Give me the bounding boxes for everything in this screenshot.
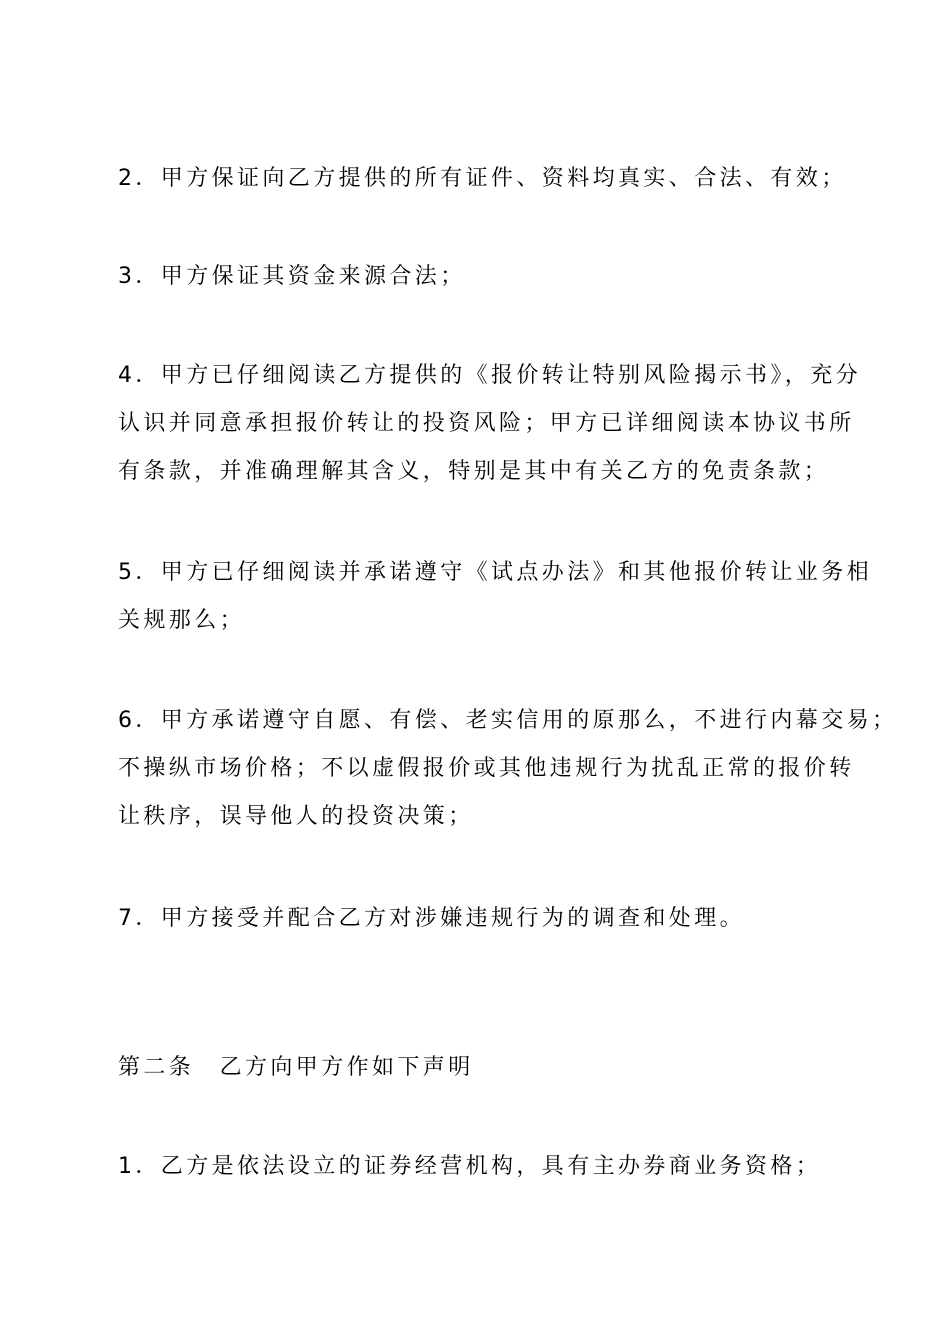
article-2-item-1 [118, 1143, 840, 1191]
text-line: 1．乙方是依法设立的证券经营机构，具有主办券商业务资格； [118, 1154, 822, 1179]
clause-item-5 [118, 549, 872, 645]
text-line: 不操纵市场价格；不以虚假报价或其他违规行为扰乱正常的报价转 [118, 756, 855, 781]
text-line: 6．甲方承诺遵守自愿、有偿、老实信用的原那么，不进行内幕交易； [118, 708, 898, 733]
text-line: 让秩序，误导他人的投资决策； [118, 804, 474, 829]
text-line: 关规那么； [118, 608, 246, 633]
text-line: 认识并同意承担报价转让的投资风险；甲方已详细阅读本协议书所 [118, 411, 855, 436]
clause-item-7 [118, 895, 840, 943]
text-line: 5．甲方已仔细阅读并承诺遵守《试点办法》和其他报价转让业务相 [118, 560, 872, 585]
text-line: 3．甲方保证其资金来源合法； [118, 264, 466, 289]
clause-item-4 [118, 352, 861, 496]
clause-item-6 [118, 697, 898, 841]
clause-item-2 [118, 155, 847, 203]
text-line: 4．甲方已仔细阅读乙方提供的《报价转让特别风险揭示书》，充分 [118, 363, 861, 388]
article-2-heading [118, 1044, 840, 1092]
clause-item-3 [118, 253, 840, 301]
text-line: 第二条 乙方向甲方作如下声明 [118, 1055, 474, 1080]
text-line: 有条款，并准确理解其含义，特别是其中有关乙方的免责条款； [118, 459, 830, 484]
text-line: 2．甲方保证向乙方提供的所有证件、资料均真实、合法、有效； [118, 166, 847, 191]
text-line: 7．甲方接受并配合乙方对涉嫌违规行为的调查和处理。 [118, 906, 745, 931]
